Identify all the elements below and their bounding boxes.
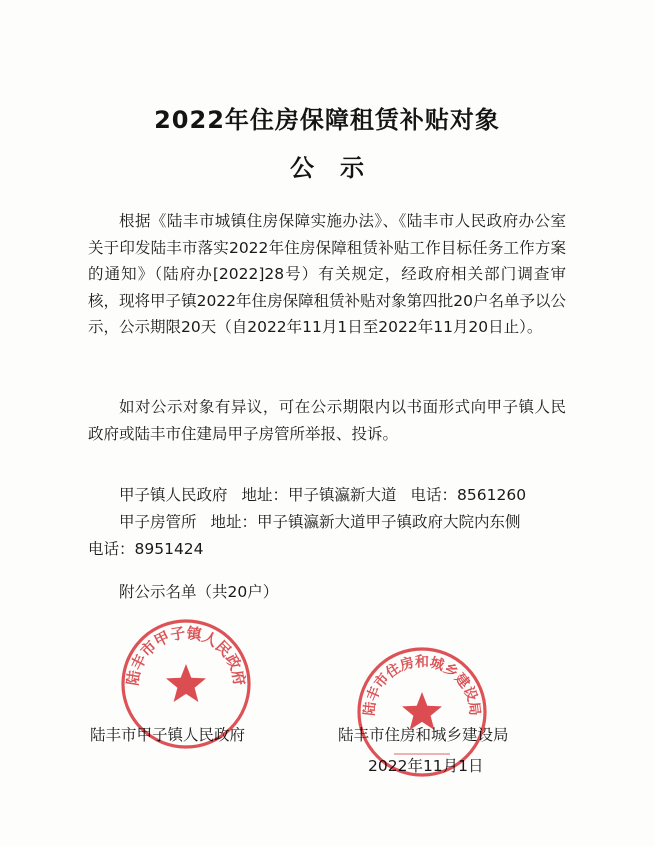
seal-star-icon xyxy=(402,692,442,730)
seal-left-text: 陆丰市甲子镇人民政府 xyxy=(123,623,249,687)
seal-star-icon xyxy=(166,664,206,702)
signature-date: 2022年11月1日 xyxy=(368,757,484,775)
contact-address-2: 地址：甲子镇瀛新大道甲子镇政府大院内东侧 xyxy=(210,513,521,531)
contact-line-1 xyxy=(119,482,526,509)
contact-line-3 xyxy=(88,536,204,563)
contact-org-1: 甲子镇人民政府 xyxy=(119,486,228,504)
contact-address-1: 地址：甲子镇瀛新大道 xyxy=(241,486,397,504)
body-paragraph-2: 如对公示对象有异议，可在公示期限内以书面形式向甲子镇人民政府或陆丰市住建局甲子房管所举报、投诉。 xyxy=(88,398,566,443)
signature-left: 陆丰市甲子镇人民政府 xyxy=(90,726,246,744)
document-title: 2022年住房保障租赁补贴对象 xyxy=(154,106,500,134)
document-subtitle: 公示 xyxy=(290,154,390,182)
contact-line-2 xyxy=(119,509,521,536)
contact-phone-1: 电话：8561260 xyxy=(410,486,527,504)
contact-org-2: 甲子房管所 xyxy=(119,513,197,531)
contact-phone-2: 电话：8951424 xyxy=(88,540,204,558)
seal-right-stamp xyxy=(352,642,492,782)
body-paragraph-1: 根据《陆丰市城镇住房保障实施办法》、《陆丰市人民政府办公室关于印发陆丰市落实2022年住房保障租赁补贴工作目标任务工作方案的通知》（陆府办[2022]28号）有关规定，经政府相关部门调查审核，现将甲子镇2022年住房保障租赁补贴对象第四批20户名单予以公示，公示期限20天（自2022年11月1日至2022年11月20日止）。 xyxy=(88,212,566,336)
attachment-note: 附公示名单（共20户） xyxy=(119,583,279,601)
seal-right-text: 陆丰市住房和城乡建设局 xyxy=(361,654,483,717)
signature-right: 陆丰市住房和城乡建设局 xyxy=(338,726,509,744)
seal-left-stamp xyxy=(116,614,256,754)
